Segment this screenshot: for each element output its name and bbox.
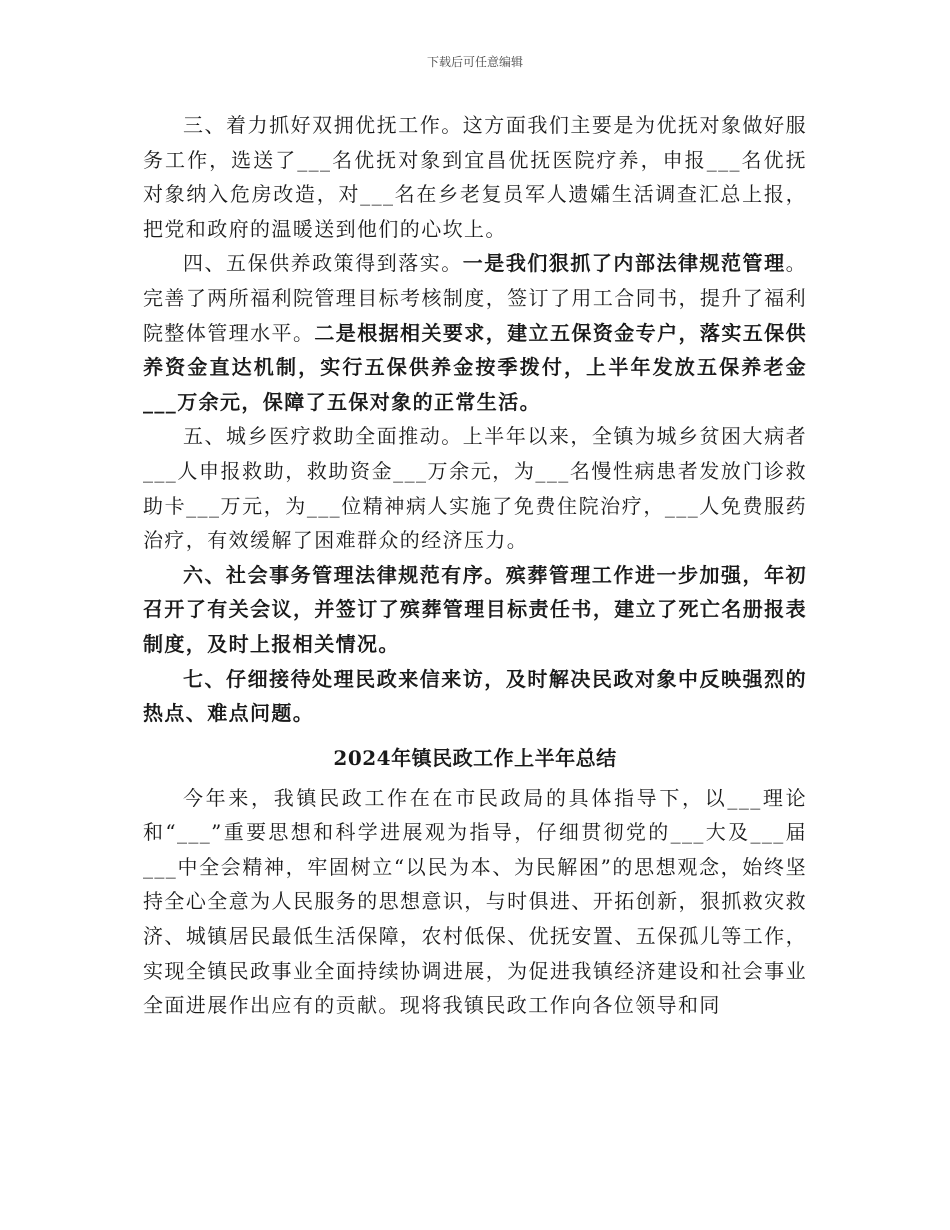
- section-4-normal: 完善了两所福利院管理目标考核制度，签订了用工合同书，提升了福利院整体管理水平。: [143, 285, 807, 345]
- section-4-lead: 四、五保供养政策得到落实。: [183, 251, 463, 276]
- document-body: [143, 108, 807, 1023]
- paragraph-section-7: 七、仔细接待处理民政来信来访，及时解决民政对象中反映强烈的热点、难点问题。: [143, 666, 807, 726]
- paragraph-section-4: [143, 246, 807, 419]
- paragraph-section-5: 五、城乡医疗救助全面推动。上半年以来，全镇为城乡贫困大病者___人申报救助，救助资金___万余元，为___名慢性病患者发放门诊救助卡___万元，为___位精神病人实施了免费住院治疗，___人免费服药治疗，有效缓解了困难群众的经济压力。: [143, 424, 807, 553]
- section-4-bold-1: 一是我们狠抓了内部法律规范管理: [462, 251, 786, 276]
- paragraph-section-6: 六、社会事务管理法律规范有序。殡葬管理工作进一步加强，年初召开了有关会议，并签订了殡葬管理目标责任书，建立了死亡名册报表制度，及时上报相关情况。: [143, 562, 807, 656]
- paragraph-section-3: 三、着力抓好双拥优抚工作。这方面我们主要是为优抚对象做好服务工作，选送了___名优抚对象到宜昌优抚医院疗养，申报___名优抚对象纳入危房改造，对___名在乡老复员军人遗孀生活调查汇总上报，把党和政府的温暖送到他们的心坎上。: [143, 113, 807, 241]
- section-4-bold-2: 二是根据相关要求，建立五保资金专户，落实五保供养资金直达机制，实行五保供养金按季拨付，上半年发放五保养老金___万余元，保障了五保对象的正常生活。: [143, 320, 807, 414]
- page-header: 下载后可任意编辑: [426, 55, 523, 69]
- paragraph-intro: 今年来，我镇民政工作在在市民政局的具体指导下，以___理论和“___”重要思想和科学进展观为指导，仔细贯彻党的___大及___届___中全会精神，牢固树立“以民为本、为民解困”的思想观念，始终坚持全心全意为人民服务的思想意识，与时俱进、开拓创新，狠抓救灾救济、城镇居民最低生活保障，农村低保、优抚安置、五保孤儿等工作，实现全镇民政事业全面持续协调进展，为促进我镇经济建设和社会事业全面进展作出应有的贡献。现将我镇民政工作向各位领导和同: [143, 785, 807, 1018]
- document-title: 2024年镇民政工作上半年总结: [333, 745, 617, 770]
- section-4-period: 。: [785, 251, 808, 276]
